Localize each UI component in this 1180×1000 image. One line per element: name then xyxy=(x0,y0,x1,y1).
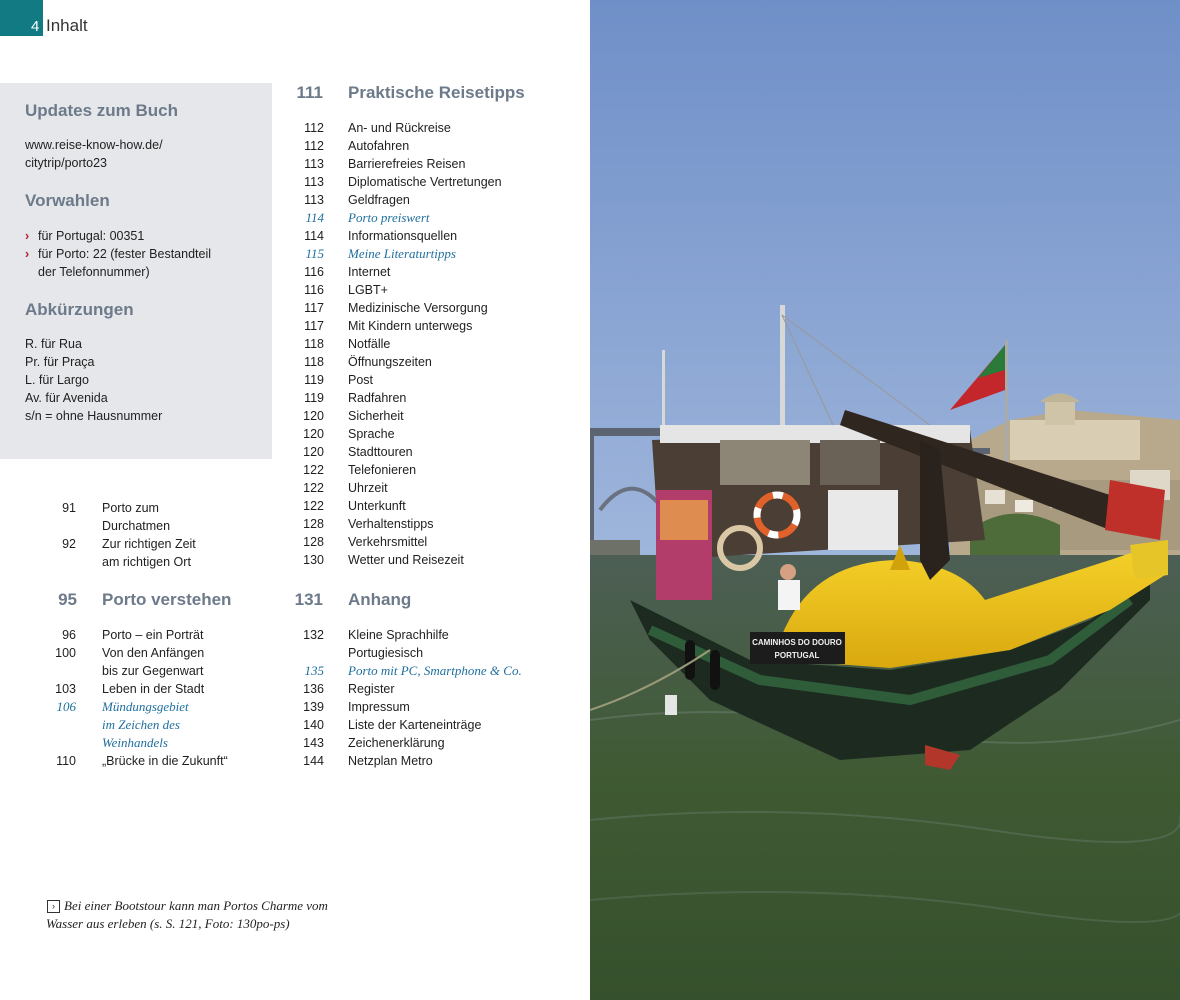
toc-entry[interactable]: Zeichenerklärung xyxy=(348,736,445,750)
abbrev-praca: Pr. für Praça xyxy=(25,355,95,369)
info-box xyxy=(0,83,272,459)
bullet-chevron-icon: › xyxy=(25,229,30,243)
toc-entry[interactable]: Verhaltenstipps xyxy=(348,517,434,531)
toc-entry[interactable]: Uhrzeit xyxy=(348,481,388,495)
toc-page: 140 xyxy=(303,718,324,732)
toc-page: 116 xyxy=(304,265,324,279)
toc-entry-highlight-cont[interactable]: Weinhandels xyxy=(102,735,168,750)
toc-page-highlight: 135 xyxy=(304,663,324,678)
toc-page: 118 xyxy=(304,337,324,351)
toc-page-highlight: 106 xyxy=(56,699,76,714)
arrow-right-box-icon: › xyxy=(47,900,60,913)
toc-entry-highlight[interactable]: Mündungsgebiet xyxy=(102,699,189,714)
toc-entry[interactable]: Impressum xyxy=(348,700,410,714)
page-number: 4 xyxy=(31,18,40,35)
toc-page: 120 xyxy=(303,409,324,423)
toc-page: 110 xyxy=(56,754,76,768)
toc-page: 120 xyxy=(303,445,324,459)
toc-entry-highlight[interactable]: Porto preiswert xyxy=(348,210,430,225)
toc-entry[interactable]: Kleine Sprachhilfe xyxy=(348,628,449,642)
toc-page: 92 xyxy=(62,537,76,551)
boat-photo xyxy=(590,0,1180,1000)
toc-entry[interactable]: Leben in der Stadt xyxy=(102,682,205,696)
toc-page: 117 xyxy=(304,301,324,315)
updates-heading: Updates zum Buch xyxy=(25,101,179,120)
toc-entry[interactable]: Diplomatische Vertretungen xyxy=(348,175,502,189)
toc-entry[interactable]: Medizinische Versorgung xyxy=(348,301,488,315)
boat-photo-illustration xyxy=(590,0,1180,1000)
toc-page: 119 xyxy=(304,391,324,405)
abbrev-largo: L. für Largo xyxy=(25,373,89,387)
vorwahlen-heading: Vorwahlen xyxy=(25,191,110,210)
toc-entry[interactable]: Register xyxy=(348,682,395,696)
toc-page: 96 xyxy=(62,628,76,642)
toc-page-highlight: 115 xyxy=(305,246,324,261)
toc-page: 122 xyxy=(303,481,324,495)
toc-entry[interactable]: Öffnungszeiten xyxy=(348,355,432,369)
toc-entry[interactable]: Post xyxy=(348,373,374,387)
section-page: 111 xyxy=(296,83,323,102)
page-title: Inhalt xyxy=(46,16,88,35)
updates-url-line-1: www.reise-know-how.de/ xyxy=(25,138,163,152)
toc-page: 119 xyxy=(304,373,324,387)
toc-entry[interactable]: Porto – ein Porträt xyxy=(102,628,204,642)
toc-page: 132 xyxy=(303,628,324,642)
toc-page: 122 xyxy=(303,499,324,513)
toc-entry[interactable]: Zur richtigen Zeit xyxy=(102,537,196,551)
abkuerzungen-heading: Abkürzungen xyxy=(25,300,134,319)
toc-page: 113 xyxy=(304,193,324,207)
vorwahl-porto-cont: der Telefonnummer) xyxy=(38,265,150,279)
section-title[interactable]: Praktische Reisetipps xyxy=(348,83,525,102)
section-title[interactable]: Anhang xyxy=(348,590,412,609)
updates-url-line-2: citytrip/porto23 xyxy=(25,156,107,170)
toc-entry-cont[interactable]: Portugiesisch xyxy=(348,646,424,660)
vorwahl-portugal: für Portugal: 00351 xyxy=(38,229,145,243)
toc-page: 113 xyxy=(304,175,324,189)
abbrev-avenida: Av. für Avenida xyxy=(25,391,108,405)
abbrev-sn: s/n = ohne Hausnummer xyxy=(25,409,163,423)
toc-entry-highlight[interactable]: Meine Literaturtipps xyxy=(348,246,456,261)
toc-entry-cont[interactable]: Durchatmen xyxy=(102,519,171,533)
toc-page: 136 xyxy=(303,682,324,696)
toc-entry[interactable]: Sicherheit xyxy=(348,409,404,423)
boat-sign-line-1: CAMINHOS DO DOURO xyxy=(752,638,842,647)
toc-entry[interactable]: Notfälle xyxy=(348,337,391,351)
toc-page: 103 xyxy=(55,682,76,696)
toc-entry[interactable]: Liste der Karteneinträge xyxy=(348,718,482,732)
toc-page: 144 xyxy=(303,754,324,768)
section-page: 131 xyxy=(294,590,323,609)
toc-entry[interactable]: Sprache xyxy=(348,427,395,441)
toc-page: 143 xyxy=(303,736,324,750)
bullet-chevron-icon: › xyxy=(25,247,30,261)
section-title[interactable]: Porto verstehen xyxy=(102,590,232,609)
toc-entry[interactable]: Unterkunft xyxy=(348,499,406,513)
toc-entry-cont[interactable]: bis zur Gegenwart xyxy=(102,664,204,678)
toc-entry[interactable]: Radfahren xyxy=(348,391,407,405)
toc-entry[interactable]: Von den Anfängen xyxy=(102,646,205,660)
toc-page: 128 xyxy=(303,535,324,549)
abbrev-rua: R. für Rua xyxy=(25,337,82,351)
toc-entry[interactable]: Geldfragen xyxy=(348,193,410,207)
toc-entry[interactable]: Stadttouren xyxy=(348,445,413,459)
toc-entry[interactable]: Informationsquellen xyxy=(348,229,458,243)
toc-entry[interactable]: Internet xyxy=(348,265,391,279)
toc-entry[interactable]: Autofahren xyxy=(348,139,410,153)
toc-entry[interactable]: Barrierefreies Reisen xyxy=(348,157,466,171)
toc-page: 91 xyxy=(62,501,76,515)
toc-page: 120 xyxy=(303,427,324,441)
toc-entry-highlight[interactable]: Porto mit PC, Smartphone & Co. xyxy=(348,663,522,678)
section-page: 95 xyxy=(58,590,77,609)
toc-page: 112 xyxy=(304,121,324,135)
toc-entry[interactable]: LGBT+ xyxy=(348,283,388,297)
toc-page-highlight: 114 xyxy=(305,210,324,225)
toc-entry[interactable]: Mit Kindern unterwegs xyxy=(348,319,473,333)
toc-entry[interactable]: Netzplan Metro xyxy=(348,754,433,768)
toc-page: 128 xyxy=(303,517,324,531)
toc-page: 139 xyxy=(303,700,324,714)
toc-entry[interactable]: Wetter und Reisezeit xyxy=(348,553,464,567)
toc-page: 116 xyxy=(304,283,324,297)
toc-page: 117 xyxy=(304,319,324,333)
toc-entry[interactable]: An- und Rückreise xyxy=(348,121,451,135)
photo-caption: Bei einer Bootstour kann man Portos Charme vom Wasser aus erleben (s. S. 121, Foto: 130po-ps) xyxy=(46,898,328,931)
toc-entry[interactable]: Porto zum xyxy=(102,501,159,515)
toc-page: 118 xyxy=(304,355,324,369)
toc-page: 114 xyxy=(304,229,324,243)
toc-entry[interactable]: „Brücke in die Zukunft“ xyxy=(102,754,228,768)
toc-page: 113 xyxy=(304,157,324,171)
toc-entry[interactable]: Verkehrsmittel xyxy=(348,535,428,549)
toc-entry-highlight-cont[interactable]: im Zeichen des xyxy=(102,717,180,732)
toc-page: 112 xyxy=(304,139,324,153)
toc-page: 130 xyxy=(303,553,324,567)
toc-page: 122 xyxy=(303,463,324,477)
vorwahl-porto: für Porto: 22 (fester Bestandteil xyxy=(38,247,212,261)
toc-entry-cont[interactable]: am richtigen Ort xyxy=(102,555,191,569)
boat-sign-line-2: PORTUGAL xyxy=(774,651,820,660)
toc-page: 100 xyxy=(55,646,76,660)
toc-entry[interactable]: Telefonieren xyxy=(348,463,417,477)
